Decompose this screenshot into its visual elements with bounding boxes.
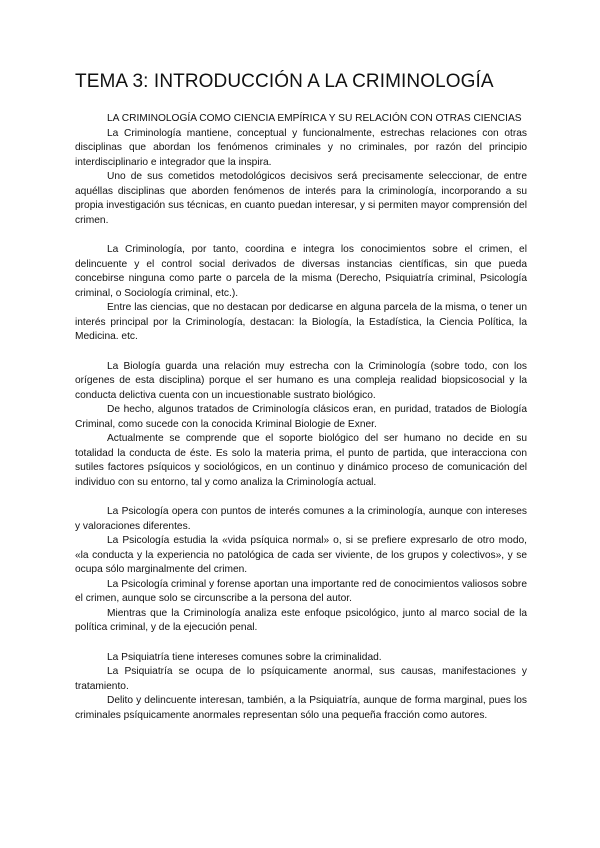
paragraph: Delito y delincuente interesan, también, a la Psiquiatría, aunque de forma marginal, pues los criminales psíquicamente anormales representan sólo una pequeña fracción como autores. <box>75 695 527 721</box>
section-spacer <box>75 636 527 651</box>
paragraph: Entre las ciencias, que no destacan por dedicarse en alguna parcela de la misma, o tener un interés principal por la Criminología, destacan: la Biología, la Estadística, la Ciencia Política, la Medicina. etc. <box>75 302 527 342</box>
section-spacer <box>75 345 527 360</box>
paragraph: La Criminología, por tanto, coordina e integra los conocimientos sobre el crimen, el delincuente y el control social derivados de diversas instancias científicas, sin que pueda concebirse ninguna como parte o parcela de la misma (Derecho, Psiquiatría criminal, Psicología criminal, o Sociología criminal, etc.). <box>75 244 527 299</box>
paragraph: La Psicología opera con puntos de interés comunes a la criminología, aunque con intereses y valoraciones diferentes. <box>75 506 527 532</box>
section-spacer <box>75 228 527 243</box>
section-subtitle: LA CRIMINOLOGÍA COMO CIENCIA EMPÍRICA Y SU RELACIÓN CON OTRAS CIENCIAS <box>107 113 522 124</box>
paragraph: La Psicología criminal y forense aportan una importante red de conocimientos valiosos sobre el crimen, aunque solo se circunscribe a la persona del autor. <box>75 578 527 604</box>
paragraph: La Psiquiatría se ocupa de lo psíquicamente anormal, sus causas, manifestaciones y tratamiento. <box>75 666 527 692</box>
document-page <box>75 70 527 723</box>
section-spacer <box>75 490 527 505</box>
paragraph: Uno de sus cometidos metodológicos decisivos será precisamente seleccionar, de entre aquéllas disciplinas que aborden fenómenos de interés para la criminología, incorporando a su propia investigación sus técnicas, en cuanto puedan interesar, y si permiten mayor comprensión del crimen. <box>75 171 527 226</box>
paragraph: La Criminología mantiene, conceptual y funcionalmente, estrechas relaciones con otras disciplinas que abordan los fenómenos criminales y no criminales, por razón del principio interdisciplinario e integrador que la inspira. <box>75 127 527 168</box>
paragraph: La Biología guarda una relación muy estrecha con la Criminología (sobre todo, con los orígenes de esta disciplina) porque el ser humano es una compleja realidad biopsicosocial y la conducta delictiva cuenta con un incuestionable sustrato biológico. <box>75 360 527 401</box>
paragraph: La Psicología estudia la «vida psíquica normal» o, si se prefiere expresarlo de otro modo, «la conducta y la experiencia no patológica de cada ser viviente, de los grupos y colectivos», y se ocupa sólo marginalmente del crimen. <box>75 535 527 575</box>
page-title: TEMA 3: INTRODUCCIÓN A LA CRIMINOLOGÍA <box>75 71 494 92</box>
paragraph: Mientras que la Criminología analiza este enfoque psicológico, junto al marco social de la política criminal, y de la ejecución penal. <box>75 607 527 633</box>
paragraph: De hecho, algunos tratados de Criminología clásicos eran, en puridad, tratados de Biología Criminal, como sucede con la conocida Kriminal Biologie de Exner. <box>75 404 527 430</box>
paragraph: Actualmente se comprende que el soporte biológico del ser humano no decide en su totalidad la conducta de éste. Es solo la materia prima, el punto de partida, que interacciona con sutiles factores psíquicos y sociológicos, en un continuo y dinámico proceso de comunicación del individuo con su entorno, tal y como analiza la Criminología actual. <box>75 433 527 488</box>
paragraph: La Psiquiatría tiene intereses comunes sobre la criminalidad. <box>107 651 382 663</box>
